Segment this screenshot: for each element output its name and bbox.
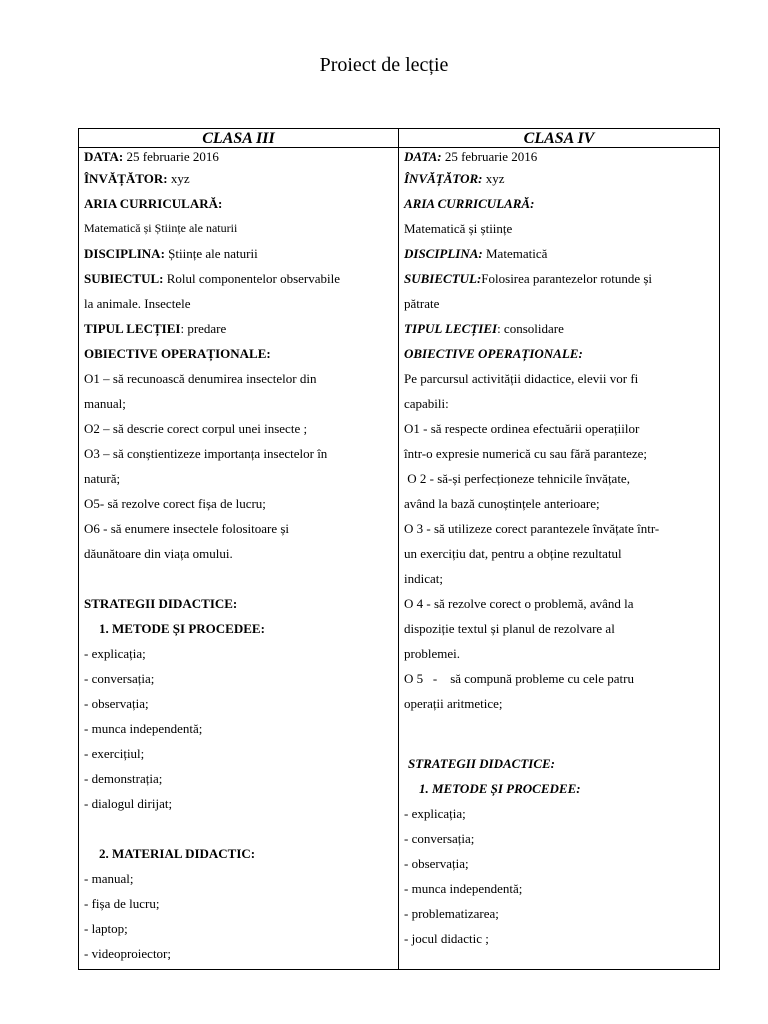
list-item: - conversația; xyxy=(84,671,155,686)
objective-line: O 3 - să utilizeze corect parantezele învățate într- xyxy=(404,521,660,536)
metode-heading: 1. METODE ȘI PROCEDEE: xyxy=(419,781,581,796)
objective-line: operații aritmetice; xyxy=(404,696,503,711)
lesson-plan-table xyxy=(78,128,720,970)
disciplina-label: DISCIPLINA: xyxy=(84,246,165,261)
subiect-row xyxy=(404,266,714,291)
disciplina-value: Științe ale naturii xyxy=(164,246,258,261)
invatator-row xyxy=(404,166,714,191)
objective-line: într-o expresie numerică cu sau fără paranteze; xyxy=(404,446,647,461)
disciplina-label: DISCIPLINA: xyxy=(404,246,483,261)
list-item: - observația; xyxy=(404,856,469,871)
material-heading: 2. MATERIAL DIDACTIC: xyxy=(99,846,256,861)
subiect-line-1: Folosirea parantezelor rotunde și xyxy=(481,271,653,286)
objective-line: un exercițiu dat, pentru a obține rezultatul xyxy=(404,546,622,561)
subiect-label: SUBIECTUL: xyxy=(404,271,482,286)
list-item: - videoproiector; xyxy=(84,946,171,961)
aria-label: ARIA CURRICULARĂ: xyxy=(84,196,223,211)
objective-line: O 2 - să-și perfecționeze tehnicile învățate, xyxy=(404,471,630,486)
subiect-row xyxy=(84,266,393,291)
objective-line: O3 – să conștientizeze importanța insectelor în xyxy=(84,446,328,461)
list-item: - demonstrația; xyxy=(84,771,163,786)
invatator-value: xyz xyxy=(482,171,505,186)
objective-line: având la bază cunoștințele anterioare; xyxy=(404,496,600,511)
subiect-line-2: pătrate xyxy=(404,296,440,311)
list-item: - problematizarea; xyxy=(404,906,499,921)
data-row xyxy=(84,148,393,166)
disciplina-row xyxy=(84,241,393,266)
objective-line: O 5 - să compună probleme cu cele patru xyxy=(404,671,634,686)
obiective-heading: OBIECTIVE OPERAȚIONALE: xyxy=(84,346,271,361)
objective-line: O 4 - să rezolve corect o problemă, având la xyxy=(404,596,634,611)
data-row xyxy=(404,148,714,166)
invatator-row xyxy=(84,166,393,191)
list-item: - exercițiul; xyxy=(84,746,145,761)
objective-line: O1 – să recunoască denumirea insectelor din xyxy=(84,371,317,386)
spacer xyxy=(404,741,714,751)
data-value: 25 februarie 2016 xyxy=(441,149,538,164)
list-item: - laptop; xyxy=(84,921,128,936)
invatator-label: ÎNVĂȚĂTOR: xyxy=(404,171,483,186)
objective-line: O1 - să respecte ordinea efectuării operațiilor xyxy=(404,421,640,436)
spacer xyxy=(84,566,393,591)
aria-label: ARIA CURRICULARĂ: xyxy=(404,196,535,211)
column-header-clasa-iv: CLASA IV xyxy=(399,129,719,148)
list-item: - conversația; xyxy=(404,831,475,846)
strategii-heading: STRATEGII DIDACTICE: xyxy=(408,756,556,771)
aria-value: Matematică și științe xyxy=(404,221,513,236)
list-item: - manual; xyxy=(84,871,134,886)
tip-value: : consolidare xyxy=(497,321,564,336)
objective-line: manual; xyxy=(84,396,126,411)
obiective-heading: OBIECTIVE OPERAȚIONALE: xyxy=(404,346,583,361)
objective-line: indicat; xyxy=(404,571,443,586)
spacer xyxy=(404,716,714,741)
tip-value: : predare xyxy=(180,321,227,336)
subiect-label: SUBIECTUL: xyxy=(84,271,164,286)
list-item: - munca independentă; xyxy=(84,721,203,736)
disciplina-value: Matematică xyxy=(482,246,548,261)
disciplina-row xyxy=(404,241,714,266)
invatator-value: xyz xyxy=(167,171,190,186)
list-item: - munca independentă; xyxy=(404,881,523,896)
list-item: - explicația; xyxy=(84,646,146,661)
page-title: Proiect de lecție xyxy=(319,54,449,76)
data-label: DATA: xyxy=(84,149,124,164)
objective-line: O6 - să enumere insectele folositoare și xyxy=(84,521,290,536)
data-value: 25 februarie 2016 xyxy=(123,149,219,164)
subiect-line-2: la animale. Insectele xyxy=(84,296,191,311)
list-item: - explicația; xyxy=(404,806,466,821)
objective-line: O2 – să descrie corect corpul unei insecte ; xyxy=(84,421,308,436)
objective-line: dispoziție textul și planul de rezolvare al xyxy=(404,621,615,636)
list-item: - observația; xyxy=(84,696,149,711)
objective-line: natură; xyxy=(84,471,121,486)
tip-label: TIPUL LECȚIEI xyxy=(404,321,498,336)
objective-line: capabili: xyxy=(404,396,449,411)
column-clasa-iv xyxy=(399,148,719,969)
tip-row xyxy=(404,316,714,341)
tip-label: TIPUL LECȚIEI xyxy=(84,321,181,336)
objective-line: dăunătoare din viața omului. xyxy=(84,546,233,561)
strategii-heading: STRATEGII DIDACTICE: xyxy=(84,596,238,611)
invatator-label: ÎNVĂȚĂTOR: xyxy=(84,171,168,186)
objective-line: O5- să rezolve corect fișa de lucru; xyxy=(84,496,266,511)
column-clasa-iii xyxy=(79,148,399,969)
data-label: DATA: xyxy=(404,149,442,164)
objective-line: problemei. xyxy=(404,646,460,661)
objective-line: Pe parcursul activității didactice, elevii vor fi xyxy=(404,371,639,386)
aria-value: Matematică și Științe ale naturii xyxy=(84,221,238,235)
list-item: - jocul didactic ; xyxy=(404,931,489,946)
metode-heading: 1. METODE ȘI PROCEDEE: xyxy=(99,621,265,636)
spacer xyxy=(84,816,393,841)
tip-row xyxy=(84,316,393,341)
column-header-clasa-iii: CLASA III xyxy=(79,129,399,148)
subiect-line-1: Rolul componentelor observabile xyxy=(163,271,341,286)
list-item: - dialogul dirijat; xyxy=(84,796,173,811)
list-item: - fișa de lucru; xyxy=(84,896,160,911)
